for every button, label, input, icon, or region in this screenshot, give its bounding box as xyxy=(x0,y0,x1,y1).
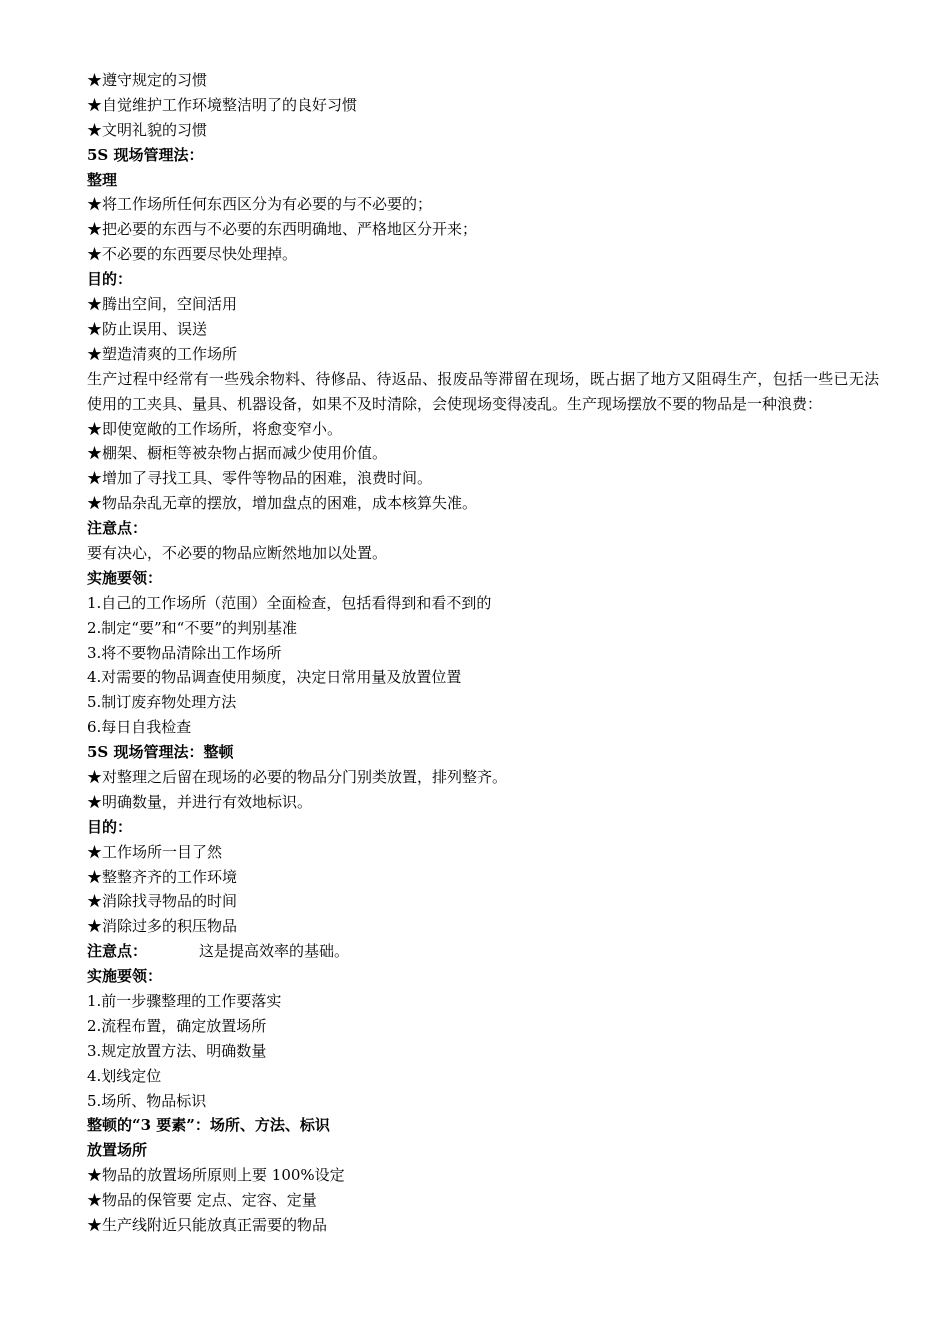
text-line: ★自觉维护工作环境整洁明了的良好习惯 xyxy=(87,95,358,114)
text-line: ★物品的保管要 定点、定容、定量 xyxy=(87,1191,317,1210)
text-line: ★对整理之后留在现场的必要的物品分门别类放置，排列整齐。 xyxy=(87,767,508,786)
text-line: ★腾出空间，空间活用 xyxy=(87,295,238,314)
text-line: ★把必要的东西与不必要的东西明确地、严格地区分开来； xyxy=(87,220,478,239)
text-line: 3.将不要物品清除出工作场所 xyxy=(87,643,282,662)
set-in-order-lines xyxy=(87,964,879,1238)
text-line: ★塑造清爽的工作场所 xyxy=(87,344,238,363)
note-line xyxy=(87,939,879,964)
text-line: ★不必要的东西要尽快处理掉。 xyxy=(87,245,298,264)
text-line: 1.前一步骤整理的工作要落实 xyxy=(87,991,282,1010)
text-line: ★棚架、橱柜等被杂物占据而减少使用价值。 xyxy=(87,444,388,463)
heading-line: 目的： xyxy=(87,270,133,289)
note-label: 注意点： xyxy=(87,942,148,961)
heading-line: 5S 现场管理法：整顿 xyxy=(87,743,234,762)
heading-line: 5S 现场管理法： xyxy=(87,145,204,164)
heading-line: 注意点： xyxy=(87,519,148,538)
text-line: 5.场所、物品标识 xyxy=(87,1091,207,1110)
text-line: ★工作场所一目了然 xyxy=(87,842,223,861)
text-line: 要有决心，不必要的物品应断然地加以处置。 xyxy=(87,543,388,562)
document-page xyxy=(87,68,879,1238)
text-line: 4.划线定位 xyxy=(87,1066,162,1085)
text-line: ★明确数量，并进行有效地标识。 xyxy=(87,792,313,811)
intro-lines xyxy=(87,68,879,367)
heading-line: 整顿的“3 要素”：场所、方法、标识 xyxy=(87,1116,330,1135)
heading-line: 整理 xyxy=(87,170,118,189)
text-line: 6.每日自我检查 xyxy=(87,718,192,737)
heading-line: 放置场所 xyxy=(87,1141,148,1160)
heading-line: 实施要领： xyxy=(87,967,163,986)
text-line: ★整整齐齐的工作环境 xyxy=(87,867,238,886)
text-line: 4.对需要的物品调查使用频度，决定日常用量及放置位置 xyxy=(87,668,462,687)
text-line: ★消除找寻物品的时间 xyxy=(87,892,238,911)
text-line: ★遵守规定的习惯 xyxy=(87,71,208,89)
heading-line: 目的： xyxy=(87,817,133,836)
text-line: ★即使宽敞的工作场所，将愈变窄小。 xyxy=(87,419,343,438)
text-line: ★物品杂乱无章的摆放，增加盘点的困难，成本核算失准。 xyxy=(87,494,478,513)
text-line: 3.规定放置方法、明确数量 xyxy=(87,1041,267,1060)
text-line: ★生产线附近只能放真正需要的物品 xyxy=(87,1216,328,1234)
text-line: ★增加了寻找工具、零件等物品的困难，浪费时间。 xyxy=(87,469,433,488)
waste-paragraph: 生产过程中经常有一些残余物料、待修品、待返品、报废品等滞留在现场，既占据了地方又阻碍生产，包括一些已无法使用的工夹具、量具、机器设备，如果不及时清除，会使现场变得凌乱。生产现场摆放不要的物品是一种浪费： xyxy=(87,369,879,413)
text-line: 2.制定“要”和“不要”的判别基准 xyxy=(87,618,297,637)
text-line: ★文明礼貌的习惯 xyxy=(87,120,208,139)
text-line: 1.自己的工作场所（范围）全面检查，包括看得到和看不到的 xyxy=(87,593,492,612)
text-line: ★消除过多的积压物品 xyxy=(87,917,238,936)
sort-details-lines xyxy=(87,417,879,940)
heading-line: 实施要领： xyxy=(87,568,163,587)
text-line: ★物品的放置场所原则上要 100%设定 xyxy=(87,1166,345,1185)
text-line: 2.流程布置，确定放置场所 xyxy=(87,1016,267,1035)
text-line: 5.制订废弃物处理方法 xyxy=(87,693,237,712)
text-line: ★防止误用、误送 xyxy=(87,319,208,338)
text-line: ★将工作场所任何东西区分为有必要的与不必要的； xyxy=(87,195,433,214)
note-text: 这是提高效率的基础。 xyxy=(199,942,350,961)
